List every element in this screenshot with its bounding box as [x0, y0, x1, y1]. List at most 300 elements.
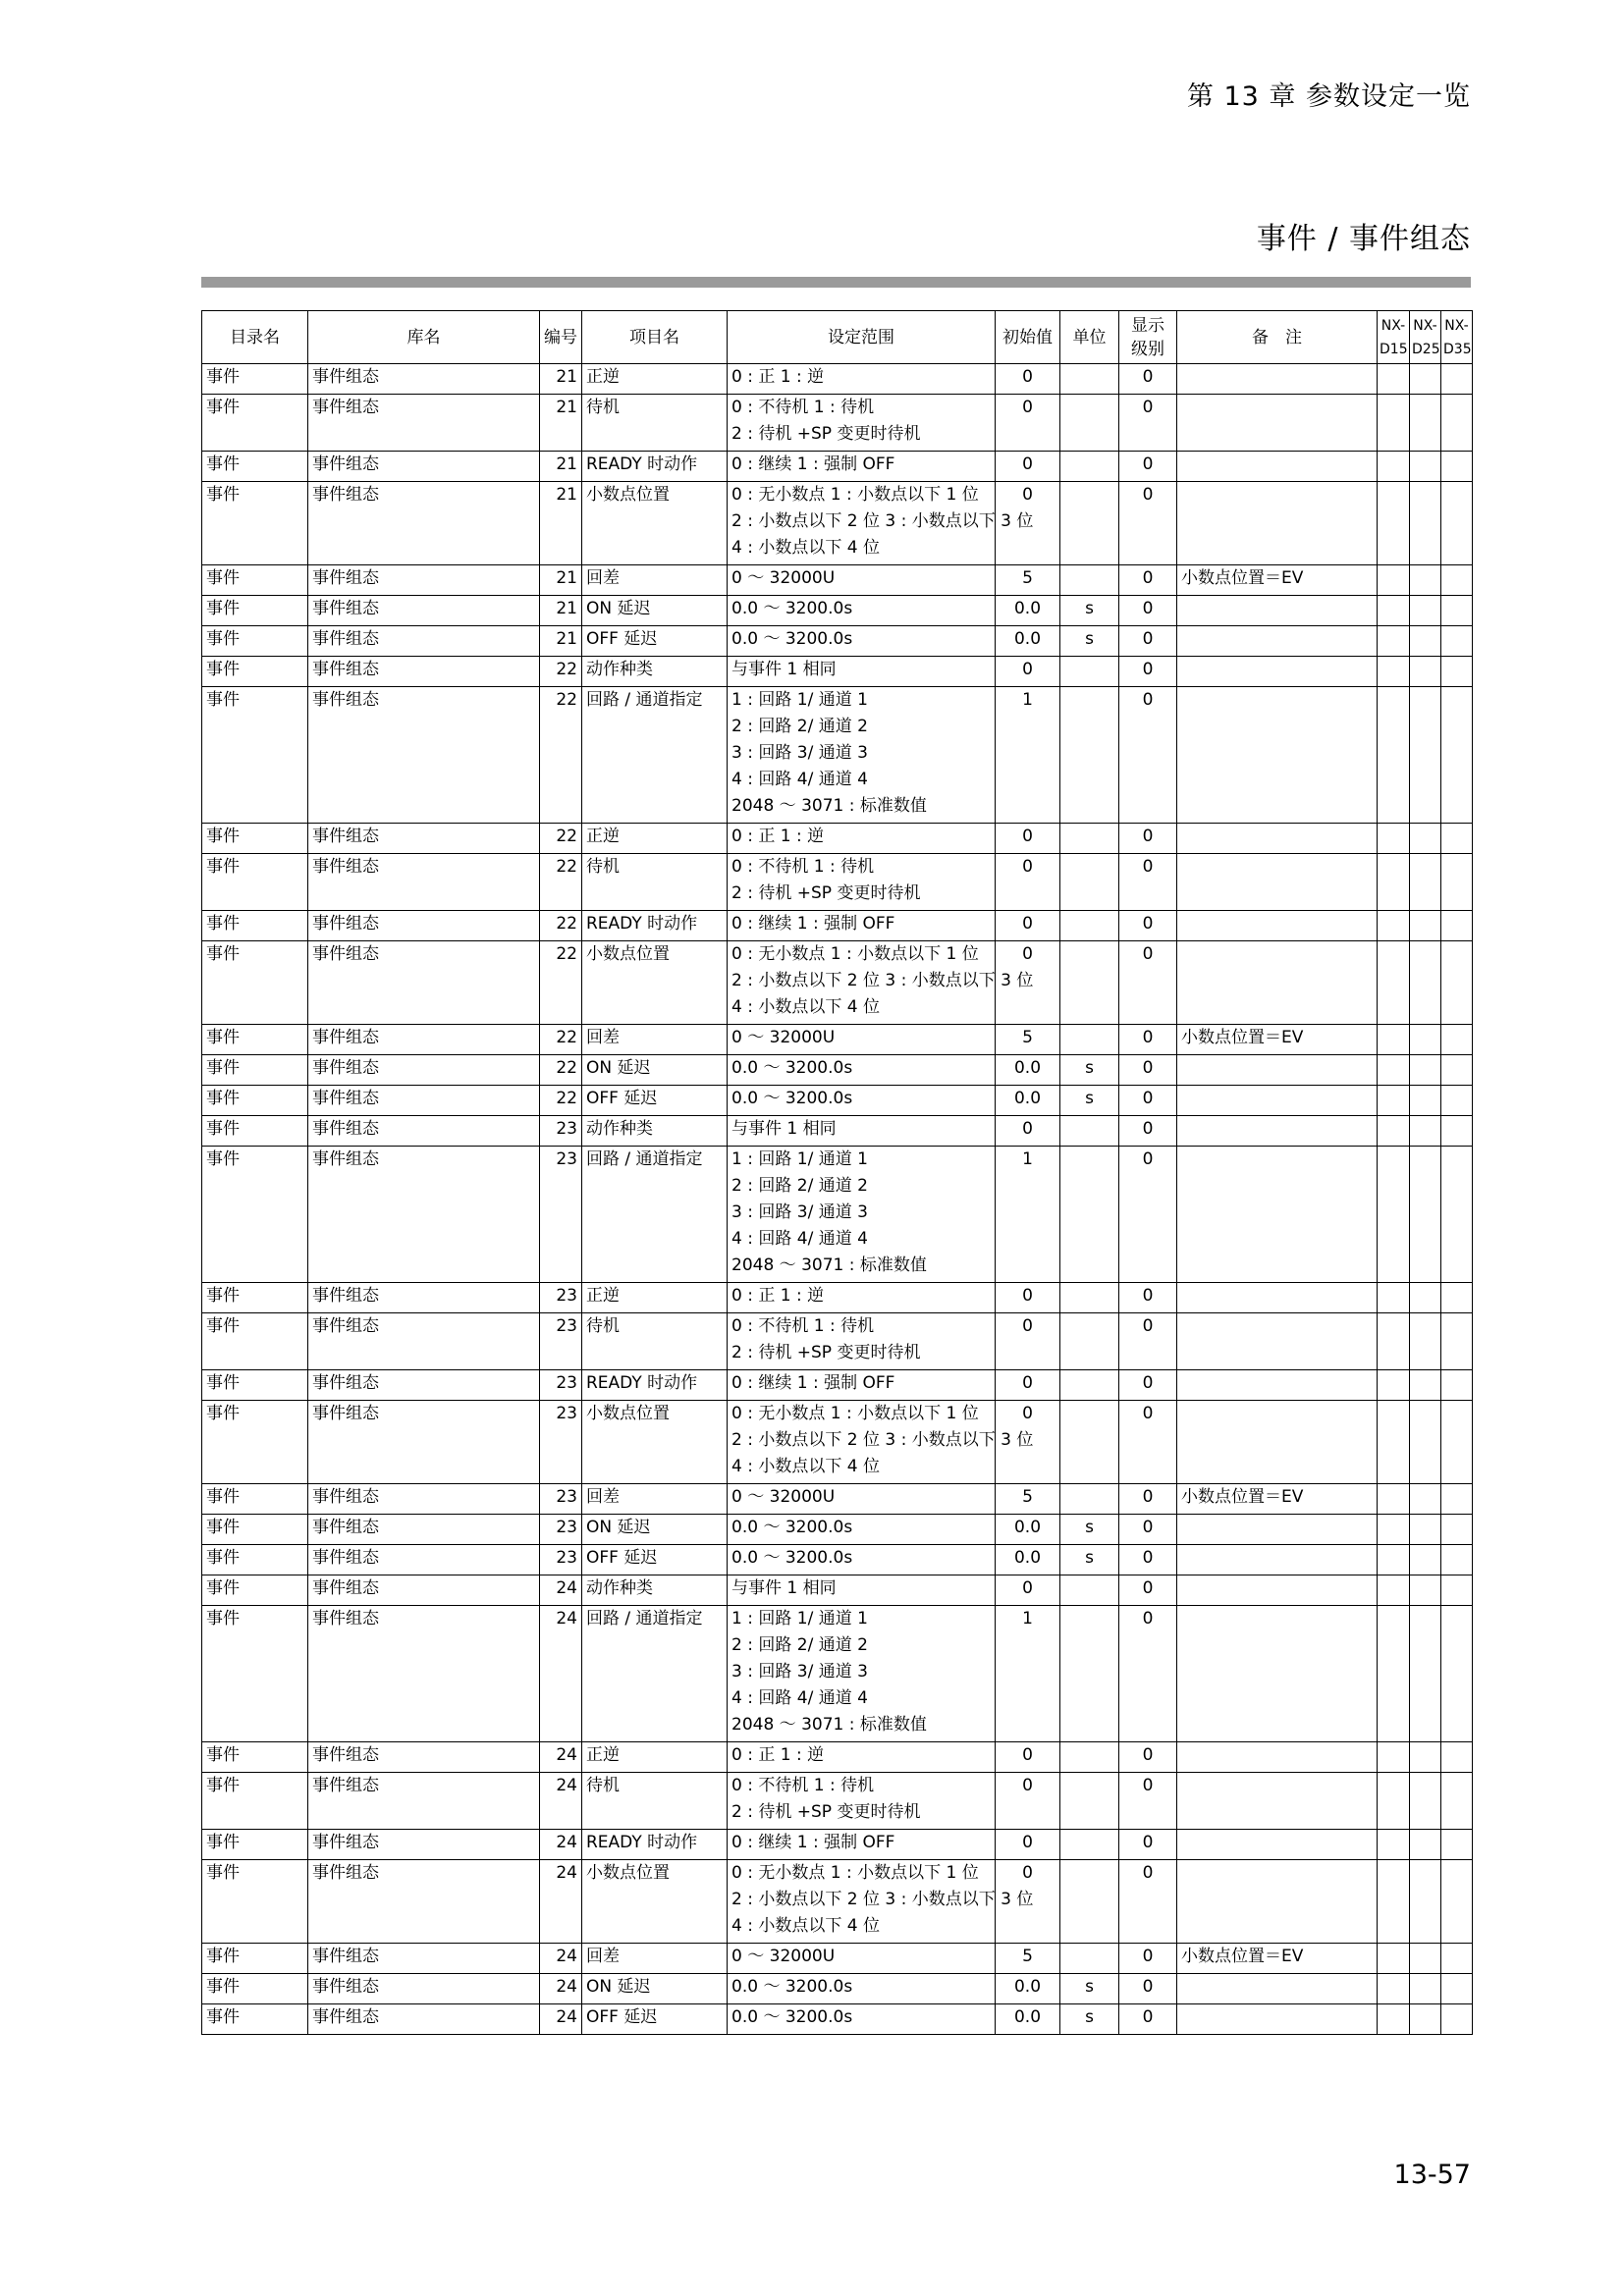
cell-initial-value: 0.0 — [996, 1515, 1060, 1545]
cell-setting-range — [728, 1055, 996, 1086]
cell-model-flag — [1378, 687, 1410, 824]
cell-remark — [1177, 1116, 1378, 1147]
cell-model-flag — [1378, 1484, 1410, 1515]
cell-directory: 事件 — [202, 1283, 308, 1313]
cell-model-flag — [1410, 1974, 1441, 2004]
cell-number: 22 — [540, 911, 582, 941]
cell-display-level: 0 — [1119, 1370, 1177, 1401]
cell-model-flag — [1378, 854, 1410, 911]
cell-library: 事件组态 — [308, 1147, 540, 1283]
cell-display-level: 0 — [1119, 395, 1177, 452]
cell-model-flag — [1410, 1313, 1441, 1370]
cell-library: 事件组态 — [308, 364, 540, 395]
cell-library: 事件组态 — [308, 1944, 540, 1974]
cell-model-flag — [1378, 565, 1410, 596]
cell-remark — [1177, 482, 1378, 565]
range-line: 0 ～ 32000U — [731, 1947, 836, 1966]
cell-model-flag — [1410, 1606, 1441, 1742]
cell-library: 事件组态 — [308, 941, 540, 1025]
cell-model-flag — [1441, 1086, 1473, 1116]
cell-model-flag — [1410, 364, 1441, 395]
range-line: 4 : 回路 4/ 通道 4 — [731, 1688, 868, 1708]
cell-model-flag — [1410, 596, 1441, 626]
cell-directory: 事件 — [202, 1147, 308, 1283]
cell-item-name: 待机 — [582, 1313, 728, 1370]
cell-unit — [1060, 1147, 1119, 1283]
cell-directory: 事件 — [202, 1830, 308, 1860]
cell-library: 事件组态 — [308, 395, 540, 452]
cell-model-flag — [1441, 626, 1473, 657]
cell-item-name: 待机 — [582, 395, 728, 452]
cell-setting-range — [728, 1086, 996, 1116]
cell-initial-value: 0 — [996, 911, 1060, 941]
cell-model-flag — [1441, 1545, 1473, 1575]
cell-model-flag — [1441, 395, 1473, 452]
cell-initial-value: 0 — [996, 1575, 1060, 1606]
cell-directory: 事件 — [202, 1974, 308, 2004]
cell-setting-range — [728, 596, 996, 626]
cell-number: 24 — [540, 2004, 582, 2035]
cell-directory: 事件 — [202, 626, 308, 657]
cell-model-flag — [1378, 657, 1410, 687]
cell-number: 22 — [540, 657, 582, 687]
table-row — [202, 1484, 1473, 1515]
cell-remark — [1177, 395, 1378, 452]
cell-display-level: 0 — [1119, 2004, 1177, 2035]
cell-directory: 事件 — [202, 1370, 308, 1401]
cell-unit — [1060, 1944, 1119, 1974]
cell-model-flag — [1378, 395, 1410, 452]
cell-model-flag — [1410, 854, 1441, 911]
cell-directory: 事件 — [202, 2004, 308, 2035]
cell-setting-range — [728, 1830, 996, 1860]
cell-setting-range — [728, 1742, 996, 1773]
cell-number: 24 — [540, 1944, 582, 1974]
cell-model-flag — [1410, 565, 1441, 596]
cell-initial-value: 0.0 — [996, 626, 1060, 657]
cell-initial-value: 0 — [996, 1742, 1060, 1773]
cell-library: 事件组态 — [308, 1606, 540, 1742]
cell-setting-range — [728, 1860, 1034, 1944]
range-line: 0 : 继续 1 : 强制 OFF — [731, 454, 895, 474]
cell-model-flag — [1441, 1606, 1473, 1742]
table-row — [202, 1401, 1473, 1484]
cell-initial-value: 0 — [996, 1401, 1060, 1484]
range-line: 0 : 正 1 : 逆 — [731, 827, 825, 846]
cell-item-name: 正逆 — [582, 364, 728, 395]
cell-display-level: 0 — [1119, 1147, 1177, 1283]
cell-model-flag — [1378, 1742, 1410, 1773]
cell-display-level: 0 — [1119, 1484, 1177, 1515]
cell-display-level: 0 — [1119, 1974, 1177, 2004]
cell-model-flag — [1441, 1974, 1473, 2004]
cell-item-name: 回路 / 通道指定 — [582, 1147, 728, 1283]
cell-setting-range — [728, 1116, 996, 1147]
range-line: 2 : 回路 2/ 通道 2 — [731, 717, 868, 736]
cell-model-flag — [1441, 1575, 1473, 1606]
cell-unit — [1060, 1116, 1119, 1147]
cell-directory: 事件 — [202, 911, 308, 941]
column-header: NX- D35 — [1441, 311, 1473, 364]
cell-model-flag — [1441, 687, 1473, 824]
cell-remark — [1177, 364, 1378, 395]
cell-setting-range — [728, 687, 996, 824]
cell-model-flag — [1441, 1773, 1473, 1830]
cell-remark — [1177, 1370, 1378, 1401]
cell-model-flag — [1441, 2004, 1473, 2035]
range-line: 4 : 小数点以下 4 位 — [731, 1916, 880, 1936]
cell-directory: 事件 — [202, 452, 308, 482]
cell-remark — [1177, 1545, 1378, 1575]
cell-remark — [1177, 824, 1378, 854]
cell-display-level: 0 — [1119, 1606, 1177, 1742]
cell-display-level: 0 — [1119, 482, 1177, 565]
table-row — [202, 1773, 1473, 1830]
cell-unit — [1060, 1484, 1119, 1515]
cell-remark — [1177, 1086, 1378, 1116]
cell-initial-value: 1 — [996, 1606, 1060, 1742]
cell-directory: 事件 — [202, 1086, 308, 1116]
cell-initial-value: 0 — [996, 657, 1060, 687]
cell-number: 22 — [540, 1055, 582, 1086]
range-line: 0 ～ 32000U — [731, 568, 836, 588]
cell-library: 事件组态 — [308, 1742, 540, 1773]
range-line: 0 ～ 32000U — [731, 1487, 836, 1507]
range-line: 2048 ～ 3071 : 标准数值 — [731, 1715, 927, 1735]
cell-model-flag — [1410, 1116, 1441, 1147]
cell-unit — [1060, 1370, 1119, 1401]
cell-item-name: ON 延迟 — [582, 1974, 728, 2004]
cell-model-flag — [1441, 941, 1473, 1025]
table-row — [202, 1575, 1473, 1606]
cell-library: 事件组态 — [308, 1575, 540, 1606]
cell-display-level: 0 — [1119, 1773, 1177, 1830]
cell-remark — [1177, 596, 1378, 626]
cell-initial-value: 0 — [996, 854, 1060, 911]
cell-remark — [1177, 687, 1378, 824]
cell-initial-value: 0 — [996, 452, 1060, 482]
cell-model-flag — [1410, 1484, 1441, 1515]
cell-display-level: 0 — [1119, 1830, 1177, 1860]
cell-display-level: 0 — [1119, 824, 1177, 854]
cell-model-flag — [1378, 1313, 1410, 1370]
column-header: 编号 — [540, 311, 582, 364]
cell-unit — [1060, 1283, 1119, 1313]
cell-model-flag — [1378, 1515, 1410, 1545]
cell-unit: s — [1060, 1515, 1119, 1545]
cell-initial-value: 0 — [996, 364, 1060, 395]
cell-setting-range — [728, 1944, 996, 1974]
range-line: 0.0 ～ 3200.0s — [731, 1089, 853, 1108]
cell-initial-value: 0.0 — [996, 1545, 1060, 1575]
cell-remark — [1177, 911, 1378, 941]
table-row — [202, 395, 1473, 452]
cell-number: 24 — [540, 1606, 582, 1742]
cell-library: 事件组态 — [308, 452, 540, 482]
cell-initial-value: 0 — [996, 395, 1060, 452]
cell-setting-range — [728, 1147, 996, 1283]
cell-number: 23 — [540, 1484, 582, 1515]
cell-library: 事件组态 — [308, 1370, 540, 1401]
range-line: 2048 ～ 3071 : 标准数值 — [731, 796, 927, 816]
table-row — [202, 1370, 1473, 1401]
range-line: 与事件 1 相同 — [731, 660, 837, 679]
cell-model-flag — [1410, 657, 1441, 687]
cell-model-flag — [1441, 452, 1473, 482]
table-row — [202, 657, 1473, 687]
cell-unit — [1060, 1313, 1119, 1370]
cell-unit — [1060, 1773, 1119, 1830]
cell-number: 23 — [540, 1283, 582, 1313]
range-line: 2 : 待机 +SP 变更时待机 — [731, 424, 921, 444]
cell-display-level: 0 — [1119, 1944, 1177, 1974]
table-row — [202, 1086, 1473, 1116]
cell-setting-range — [728, 1773, 996, 1830]
cell-item-name: READY 时动作 — [582, 1370, 728, 1401]
cell-setting-range — [728, 1370, 996, 1401]
table-row — [202, 1860, 1473, 1944]
range-line: 3 : 回路 3/ 通道 3 — [731, 1662, 868, 1682]
cell-display-level: 0 — [1119, 626, 1177, 657]
table-row — [202, 854, 1473, 911]
cell-directory: 事件 — [202, 364, 308, 395]
cell-library: 事件组态 — [308, 1545, 540, 1575]
range-line: 0 : 继续 1 : 强制 OFF — [731, 1373, 895, 1393]
cell-remark — [1177, 626, 1378, 657]
cell-library: 事件组态 — [308, 824, 540, 854]
cell-item-name: 小数点位置 — [582, 1401, 728, 1484]
cell-model-flag — [1378, 1860, 1410, 1944]
cell-directory: 事件 — [202, 941, 308, 1025]
cell-model-flag — [1410, 452, 1441, 482]
table-row — [202, 452, 1473, 482]
cell-model-flag — [1378, 911, 1410, 941]
table-row — [202, 1116, 1473, 1147]
cell-item-name: OFF 延迟 — [582, 2004, 728, 2035]
cell-model-flag — [1378, 482, 1410, 565]
cell-item-name: READY 时动作 — [582, 452, 728, 482]
cell-item-name: 小数点位置 — [582, 941, 728, 1025]
cell-item-name: 回路 / 通道指定 — [582, 1606, 728, 1742]
range-line: 0 : 无小数点 1 : 小数点以下 1 位 — [731, 1863, 979, 1883]
cell-model-flag — [1378, 824, 1410, 854]
range-line: 0 : 不待机 1 : 待机 — [731, 857, 875, 877]
range-line: 2 : 小数点以下 2 位 3 : 小数点以下 3 位 — [731, 1890, 1034, 1909]
cell-item-name: 动作种类 — [582, 1575, 728, 1606]
cell-directory: 事件 — [202, 1742, 308, 1773]
cell-unit — [1060, 395, 1119, 452]
cell-item-name: 回路 / 通道指定 — [582, 687, 728, 824]
cell-directory: 事件 — [202, 482, 308, 565]
cell-model-flag — [1410, 395, 1441, 452]
cell-item-name: 小数点位置 — [582, 482, 728, 565]
cell-model-flag — [1441, 854, 1473, 911]
cell-model-flag — [1441, 1055, 1473, 1086]
cell-model-flag — [1378, 1283, 1410, 1313]
cell-item-name: ON 延迟 — [582, 596, 728, 626]
cell-setting-range — [728, 626, 996, 657]
cell-unit — [1060, 1606, 1119, 1742]
column-header: 单位 — [1060, 311, 1119, 364]
range-line: 0 : 继续 1 : 强制 OFF — [731, 914, 895, 934]
cell-number: 21 — [540, 364, 582, 395]
table-row — [202, 941, 1473, 1025]
cell-initial-value: 0 — [996, 1283, 1060, 1313]
cell-setting-range — [728, 1401, 1034, 1484]
cell-model-flag — [1441, 657, 1473, 687]
table-body — [202, 364, 1473, 2035]
cell-model-flag — [1410, 626, 1441, 657]
cell-library: 事件组态 — [308, 1515, 540, 1545]
cell-initial-value: 0 — [996, 1313, 1060, 1370]
table-row — [202, 1830, 1473, 1860]
cell-model-flag — [1441, 1370, 1473, 1401]
cell-model-flag — [1441, 824, 1473, 854]
cell-remark: 小数点位置＝EV — [1177, 1484, 1378, 1515]
table-row — [202, 1147, 1473, 1283]
cell-model-flag — [1410, 1545, 1441, 1575]
cell-remark — [1177, 1860, 1378, 1944]
cell-display-level: 0 — [1119, 1025, 1177, 1055]
cell-unit — [1060, 364, 1119, 395]
cell-library: 事件组态 — [308, 1830, 540, 1860]
cell-library: 事件组态 — [308, 565, 540, 596]
cell-item-name: 待机 — [582, 854, 728, 911]
cell-model-flag — [1378, 1116, 1410, 1147]
table-row — [202, 824, 1473, 854]
cell-unit: s — [1060, 1974, 1119, 2004]
cell-initial-value: 0.0 — [996, 596, 1060, 626]
range-line: 2 : 回路 2/ 通道 2 — [731, 1176, 868, 1196]
cell-remark — [1177, 1773, 1378, 1830]
range-line: 0 : 继续 1 : 强制 OFF — [731, 1833, 895, 1852]
cell-item-name: ON 延迟 — [582, 1515, 728, 1545]
cell-item-name: 动作种类 — [582, 657, 728, 687]
cell-remark — [1177, 1575, 1378, 1606]
cell-display-level: 0 — [1119, 941, 1177, 1025]
range-line: 1 : 回路 1/ 通道 1 — [731, 690, 868, 710]
table-row — [202, 364, 1473, 395]
cell-setting-range — [728, 452, 996, 482]
range-line: 2048 ～ 3071 : 标准数值 — [731, 1255, 927, 1275]
cell-remark: 小数点位置＝EV — [1177, 1025, 1378, 1055]
range-line: 1 : 回路 1/ 通道 1 — [731, 1149, 868, 1169]
cell-model-flag — [1410, 1147, 1441, 1283]
cell-initial-value: 0 — [996, 1860, 1060, 1944]
cell-remark: 小数点位置＝EV — [1177, 1944, 1378, 1974]
cell-setting-range — [728, 1545, 996, 1575]
cell-directory: 事件 — [202, 1116, 308, 1147]
cell-model-flag — [1441, 1860, 1473, 1944]
cell-directory: 事件 — [202, 854, 308, 911]
cell-unit: s — [1060, 2004, 1119, 2035]
cell-model-flag — [1410, 1370, 1441, 1401]
cell-model-flag — [1410, 941, 1441, 1025]
cell-model-flag — [1441, 1401, 1473, 1484]
range-line: 与事件 1 相同 — [731, 1119, 837, 1139]
cell-setting-range — [728, 395, 996, 452]
cell-library: 事件组态 — [308, 1025, 540, 1055]
range-line: 3 : 回路 3/ 通道 3 — [731, 1202, 868, 1222]
cell-number: 23 — [540, 1515, 582, 1545]
cell-display-level: 0 — [1119, 1860, 1177, 1944]
cell-number: 24 — [540, 1860, 582, 1944]
cell-number: 23 — [540, 1545, 582, 1575]
cell-initial-value: 1 — [996, 1147, 1060, 1283]
cell-initial-value: 0.0 — [996, 1055, 1060, 1086]
cell-model-flag — [1410, 1860, 1441, 1944]
cell-item-name: 小数点位置 — [582, 1860, 728, 1944]
table-row — [202, 1283, 1473, 1313]
cell-display-level: 0 — [1119, 452, 1177, 482]
cell-number: 24 — [540, 1742, 582, 1773]
cell-display-level: 0 — [1119, 1055, 1177, 1086]
cell-model-flag — [1441, 1116, 1473, 1147]
cell-directory: 事件 — [202, 1773, 308, 1830]
range-line: 0.0 ～ 3200.0s — [731, 1977, 853, 1997]
cell-directory: 事件 — [202, 1944, 308, 1974]
cell-directory: 事件 — [202, 1025, 308, 1055]
section-rule — [201, 277, 1471, 288]
cell-unit — [1060, 482, 1119, 565]
cell-number: 21 — [540, 626, 582, 657]
table-row — [202, 911, 1473, 941]
cell-library: 事件组态 — [308, 482, 540, 565]
cell-model-flag — [1378, 1370, 1410, 1401]
cell-model-flag — [1410, 482, 1441, 565]
range-line: 4 : 回路 4/ 通道 4 — [731, 770, 868, 789]
cell-library: 事件组态 — [308, 657, 540, 687]
cell-model-flag — [1441, 1484, 1473, 1515]
cell-number: 23 — [540, 1147, 582, 1283]
range-line: 0 : 无小数点 1 : 小数点以下 1 位 — [731, 485, 979, 505]
range-line: 4 : 小数点以下 4 位 — [731, 538, 880, 558]
cell-item-name: 待机 — [582, 1773, 728, 1830]
cell-library: 事件组态 — [308, 1860, 540, 1944]
cell-directory: 事件 — [202, 1313, 308, 1370]
range-line: 2 : 待机 +SP 变更时待机 — [731, 1802, 921, 1822]
range-line: 0.0 ～ 3200.0s — [731, 1518, 853, 1537]
table-row — [202, 482, 1473, 565]
table-row — [202, 596, 1473, 626]
cell-initial-value: 0 — [996, 1370, 1060, 1401]
cell-library: 事件组态 — [308, 2004, 540, 2035]
cell-model-flag — [1378, 2004, 1410, 2035]
cell-model-flag — [1378, 1830, 1410, 1860]
cell-directory: 事件 — [202, 1484, 308, 1515]
cell-model-flag — [1378, 1086, 1410, 1116]
range-line: 4 : 小数点以下 4 位 — [731, 997, 880, 1017]
cell-initial-value: 1 — [996, 687, 1060, 824]
cell-remark — [1177, 1830, 1378, 1860]
cell-setting-range — [728, 482, 1034, 565]
cell-model-flag — [1410, 2004, 1441, 2035]
cell-model-flag — [1378, 1025, 1410, 1055]
page-number: 13-57 — [1393, 2160, 1471, 2190]
cell-unit — [1060, 824, 1119, 854]
column-header: 设定范围 — [728, 311, 996, 364]
cell-model-flag — [1410, 1283, 1441, 1313]
cell-number: 24 — [540, 1830, 582, 1860]
cell-number: 21 — [540, 565, 582, 596]
cell-setting-range — [728, 2004, 996, 2035]
cell-model-flag — [1410, 1401, 1441, 1484]
cell-number: 21 — [540, 596, 582, 626]
cell-directory: 事件 — [202, 687, 308, 824]
cell-model-flag — [1410, 1086, 1441, 1116]
cell-model-flag — [1441, 911, 1473, 941]
cell-setting-range — [728, 911, 996, 941]
